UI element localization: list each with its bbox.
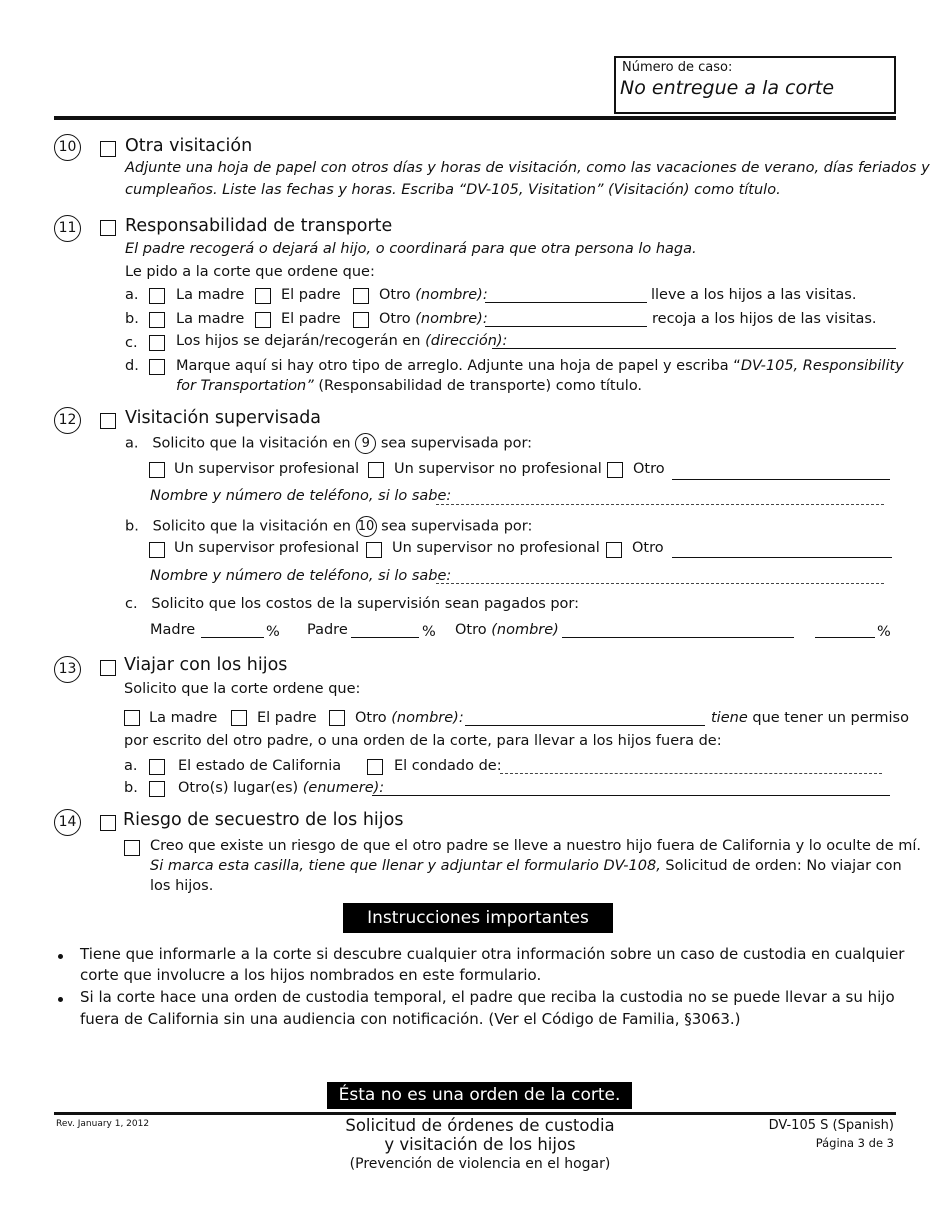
cost-mother-pct: % [266, 624, 280, 640]
row-a-label: a. [125, 287, 139, 303]
supervised-a-professional-checkbox[interactable] [149, 462, 165, 478]
supervised-b-professional-label: Un supervisor profesional [174, 540, 360, 556]
travel-a-label: a. [124, 758, 138, 774]
transport-b-other-checkbox[interactable] [353, 312, 369, 328]
header-rule [54, 116, 896, 120]
item-number-14: 14 [54, 809, 81, 836]
supervised-b-nonprofessional-checkbox[interactable] [366, 542, 382, 558]
cost-mother-label: Madre [150, 622, 196, 638]
transport-a-father-label: El padre [281, 287, 341, 303]
cost-other-label: Otro (nombre) [455, 622, 559, 638]
travel-intro: Solicito que la corte ordene que: [124, 681, 361, 697]
travel-mother-checkbox[interactable] [124, 710, 140, 726]
abduction-line-3: los hijos. [150, 878, 214, 894]
supervised-a-name-phone-label: Nombre y número de teléfono, si lo sabe: [150, 488, 452, 504]
transport-b-other-name-field[interactable] [485, 326, 647, 327]
transport-a-father-checkbox[interactable] [255, 288, 271, 304]
transport-a-other-name-field[interactable] [485, 302, 647, 303]
case-number-box [614, 56, 896, 114]
supervised-checkbox[interactable] [100, 413, 116, 429]
abduction-line-2: Si marca esta casilla, tiene que llenar y adjuntar el formulario DV-108, Solicitud de orden: No viajar con [150, 858, 902, 874]
travel-county-field[interactable] [500, 773, 882, 774]
transport-b-father-checkbox[interactable] [255, 312, 271, 328]
travel-other-checkbox[interactable] [329, 710, 345, 726]
cost-father-field[interactable] [351, 637, 419, 638]
item-number-12: 12 [54, 407, 81, 434]
cost-father-label: Padre [307, 622, 348, 638]
row-c-label: c. [125, 335, 138, 351]
transport-a-mother-label: La madre [176, 287, 245, 303]
transport-a-tail: lleve a los hijos a las visitas. [651, 287, 857, 303]
transport-b-tail: recoja a los hijos de las visitas. [652, 311, 877, 327]
travel-b-label: b. [124, 780, 138, 796]
supervised-b-name-phone-label: Nombre y número de teléfono, si lo sabe: [150, 568, 452, 584]
supervised-b-other-checkbox[interactable] [606, 542, 622, 558]
supervised-b-nonprofessional-label: Un supervisor no profesional [392, 540, 600, 556]
cost-father-pct: % [422, 624, 436, 640]
revision-date: Rev. January 1, 2012 [56, 1119, 150, 1129]
travel-father-checkbox[interactable] [231, 710, 247, 726]
supervised-a-other-label: Otro [633, 461, 665, 477]
form-title-2: y visitación de los hijos [384, 1135, 576, 1154]
row-d-label: d. [125, 358, 139, 374]
travel-checkbox[interactable] [100, 660, 116, 676]
instruction-1-line-1: Tiene que informarle a la corte si descubre cualquier otra información sobre un caso de custodia en cualquier [80, 945, 905, 963]
travel-county-label: El condado de: [394, 758, 502, 774]
ref-item-9: 9 [355, 433, 376, 454]
case-number-value: No entregue a la corte [620, 77, 835, 99]
transport-intro: Le pido a la corte que ordene que: [125, 264, 375, 280]
case-number-label: Número de caso: [622, 60, 733, 75]
abduction-risk-checkbox[interactable] [124, 840, 140, 856]
item-number-10: 10 [54, 134, 81, 161]
supervised-b-professional-checkbox[interactable] [149, 542, 165, 558]
other-visitation-desc-2: cumpleaños. Liste las fechas y horas. Escriba “DV-105, Visitation” (Visitación) como título. [125, 182, 781, 198]
instruction-2-line-1: Si la corte hace una orden de custodia temporal, el padre que reciba la custodia no se puede llevar a su hijo [80, 988, 895, 1006]
other-visitation-desc-1: Adjunte una hoja de papel con otros días y horas de visitación, como las vacaciones de verano, días feriados y [125, 160, 930, 176]
not-court-order-banner: Ésta no es una orden de la corte. [327, 1082, 632, 1109]
other-visitation-title: Otra visitación [125, 136, 253, 156]
transport-b-father-label: El padre [281, 311, 341, 327]
travel-mother-label: La madre [149, 710, 218, 726]
footer-rule [54, 1112, 896, 1115]
transport-a-other-label: Otro (nombre): [379, 287, 488, 303]
transport-desc: El padre recogerá o dejará al hijo, o coordinará para que otra persona lo haga. [125, 241, 697, 257]
travel-other-name-field[interactable] [465, 725, 705, 726]
travel-other-places-label: Otro(s) lugar(es) (enumere): [178, 780, 385, 796]
transport-d-line-2: for Transportation” (Responsabilidad de transporte) como título. [176, 378, 643, 394]
cost-other-pct: % [877, 624, 891, 640]
supervised-b-other-label: Otro [632, 540, 664, 556]
cost-other-name-field[interactable] [562, 637, 794, 638]
supervised-a-name-phone-field[interactable] [436, 504, 884, 505]
bullet-1 [58, 954, 63, 959]
travel-state-checkbox[interactable] [149, 759, 165, 775]
row-b-label: b. [125, 311, 139, 327]
travel-other-places-field[interactable] [372, 795, 890, 796]
transport-c-checkbox[interactable] [149, 335, 165, 351]
travel-father-label: El padre [257, 710, 317, 726]
transport-b-mother-label: La madre [176, 311, 245, 327]
travel-title: Viajar con los hijos [124, 655, 288, 675]
supervised-a-other-field[interactable] [672, 479, 890, 480]
travel-other-label: Otro (nombre): [355, 710, 464, 726]
supervised-a-other-checkbox[interactable] [607, 462, 623, 478]
supervised-b-other-field[interactable] [672, 557, 892, 558]
transport-c-text: Los hijos se dejarán/recogerán en (dirección): [176, 333, 508, 349]
supervised-a-line: a. Solicito que la visitación en 9 sea supervisada por: [125, 433, 532, 454]
item-number-13: 13 [54, 656, 81, 683]
supervised-a-nonprofessional-label: Un supervisor no profesional [394, 461, 602, 477]
ref-item-10: 10 [356, 516, 377, 537]
transport-d-line-1: Marque aquí si hay otro tipo de arreglo. Adjunte una hoja de papel y escriba “DV-105, Responsibility [176, 358, 904, 374]
instruction-2-line-2: fuera de California sin una audiencia con notificación. (Ver el Código de Familia, §3063.) [80, 1010, 741, 1028]
supervised-title: Visitación supervisada [125, 408, 322, 428]
travel-county-checkbox[interactable] [367, 759, 383, 775]
abduction-checkbox[interactable] [100, 815, 116, 831]
transport-a-other-checkbox[interactable] [353, 288, 369, 304]
transport-address-field[interactable] [492, 348, 896, 349]
abduction-title: Riesgo de secuestro de los hijos [123, 810, 404, 830]
supervised-b-line: b. Solicito que la visitación en 10 sea supervisada por: [125, 516, 532, 537]
cost-other-pct-field[interactable] [815, 637, 875, 638]
instruction-1-line-2: corte que involucre a los hijos nombrados en este formulario. [80, 966, 542, 984]
form-title-1: Solicitud de órdenes de custodia [345, 1116, 615, 1135]
transport-a-mother-checkbox[interactable] [149, 288, 165, 304]
abduction-line-1: Creo que existe un riesgo de que el otro padre se lleve a nuestro hijo fuera de California y lo oculte de mí. [150, 838, 922, 854]
travel-state-label: El estado de California [178, 758, 342, 774]
travel-other-places-checkbox[interactable] [149, 781, 165, 797]
transport-b-mother-checkbox[interactable] [149, 312, 165, 328]
form-id: DV-105 S (Spanish) [768, 1118, 894, 1133]
supervised-b-name-phone-field[interactable] [436, 583, 884, 584]
supervised-a-nonprofessional-checkbox[interactable] [368, 462, 384, 478]
travel-tail: tiene que tener un permiso [711, 710, 909, 726]
transport-b-other-label: Otro (nombre): [379, 311, 488, 327]
cost-mother-field[interactable] [201, 637, 264, 638]
form-title-3: (Prevención de violencia en el hogar) [349, 1156, 611, 1172]
travel-line-2: por escrito del otro padre, o una orden de la corte, para llevar a los hijos fuera de: [124, 733, 722, 749]
supervised-c-line: c. Solicito que los costos de la supervisión sean pagados por: [125, 596, 580, 612]
instructions-heading: Instrucciones importantes [343, 903, 613, 933]
page-number: Página 3 de 3 [815, 1136, 894, 1150]
transport-title: Responsabilidad de transporte [125, 216, 393, 236]
supervised-a-professional-label: Un supervisor profesional [174, 461, 360, 477]
transport-d-checkbox[interactable] [149, 359, 165, 375]
bullet-2 [58, 997, 63, 1002]
transport-checkbox[interactable] [100, 220, 116, 236]
other-visitation-checkbox[interactable] [100, 141, 116, 157]
item-number-11: 11 [54, 215, 81, 242]
